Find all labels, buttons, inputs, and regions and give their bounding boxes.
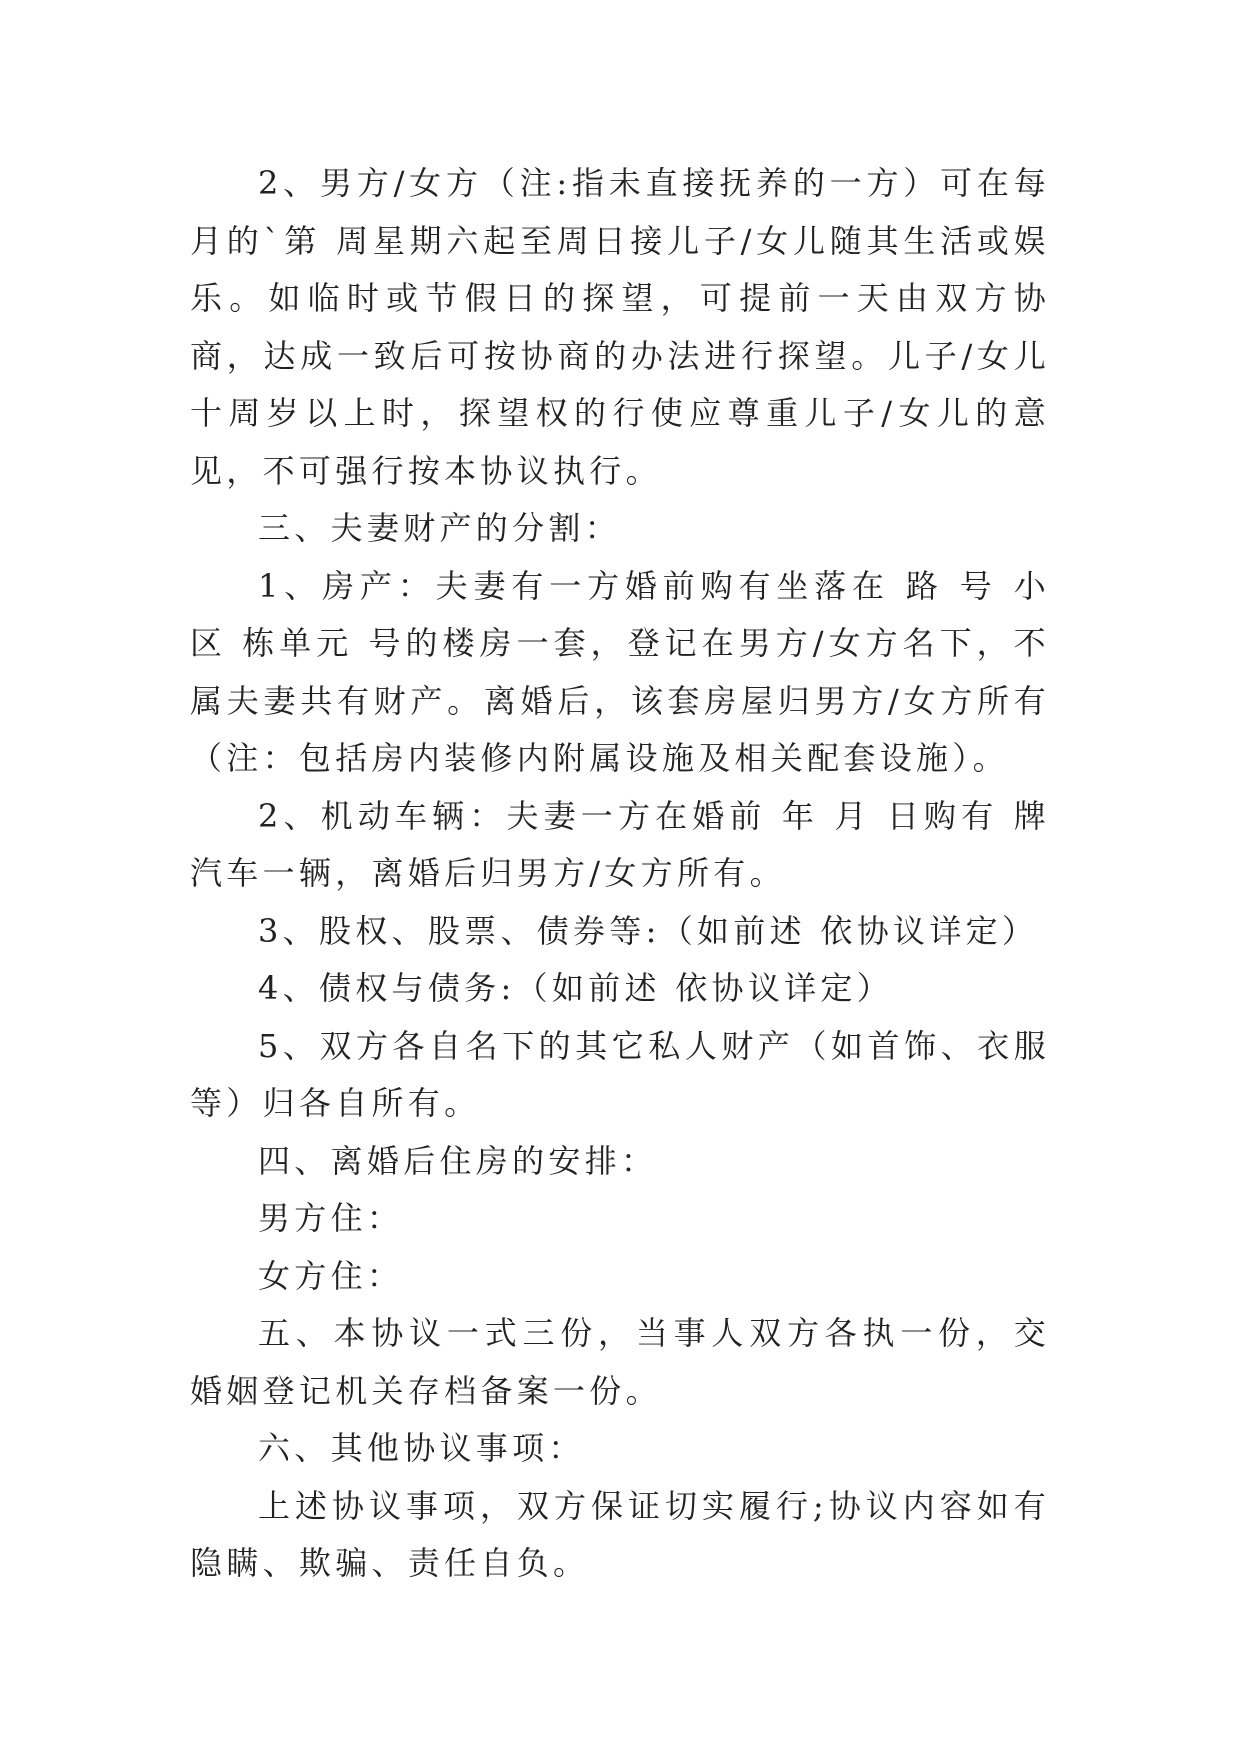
paragraph-female-residence: 女方住： (258, 1256, 404, 1295)
heading-other-matters: 六、其他协议事项： (258, 1429, 585, 1467)
paragraph-real-estate: 1、房产：夫妻有一方婚前购有坐落在 路 号 小区 栋单元 号的楼房一套，登记在男方/女方名下，不属夫妻共有财产。离婚后，该套房屋归男方/女方所有（注：包括房内装修内附属设施及相关配套设施）。 (190, 566, 1050, 777)
paragraph-guarantee: 上述协议事项，双方保证切实履行;协议内容如有隐瞒、欺骗、责任自负。 (190, 1486, 1050, 1582)
heading-property-division: 三、夫妻财产的分割： (258, 509, 622, 547)
document-body (190, 155, 1050, 1593)
paragraph-equity-stocks-bonds: 3、股权、股票、债券等:（如前述 依协议详定） (258, 911, 1039, 950)
heading-housing-arrangement: 四、离婚后住房的安排： (258, 1141, 658, 1180)
paragraph-visitation-schedule: 2、男方/女方（注:指未直接抚养的一方）可在每月的`第 周星期六起至周日接儿子/女儿随其生活或娱乐。如临时或节假日的探望，可提前一天由双方协商，达成一致后可按协商的办法进行探望。儿子/女儿十周岁以上时，探望权的行使应尊重儿子/女儿的意见，不可强行按本协议执行。 (190, 164, 1050, 490)
paragraph-copies: 五、本协议一式三份，当事人双方各执一份，交婚姻登记机关存档备案一份。 (190, 1314, 1050, 1410)
paragraph-male-residence: 男方住： (258, 1199, 404, 1237)
paragraph-private-property: 5、双方各自名下的其它私人财产（如首饰、衣服等）归各自所有。 (190, 1026, 1050, 1122)
paragraph-claims-debts: 4、债权与债务:（如前述 依协议详定） (258, 969, 894, 1007)
paragraph-motor-vehicle: 2、机动车辆：夫妻一方在婚前 年 月 日购有 牌汽车一辆，离婚后归男方/女方所有。 (190, 796, 1050, 892)
